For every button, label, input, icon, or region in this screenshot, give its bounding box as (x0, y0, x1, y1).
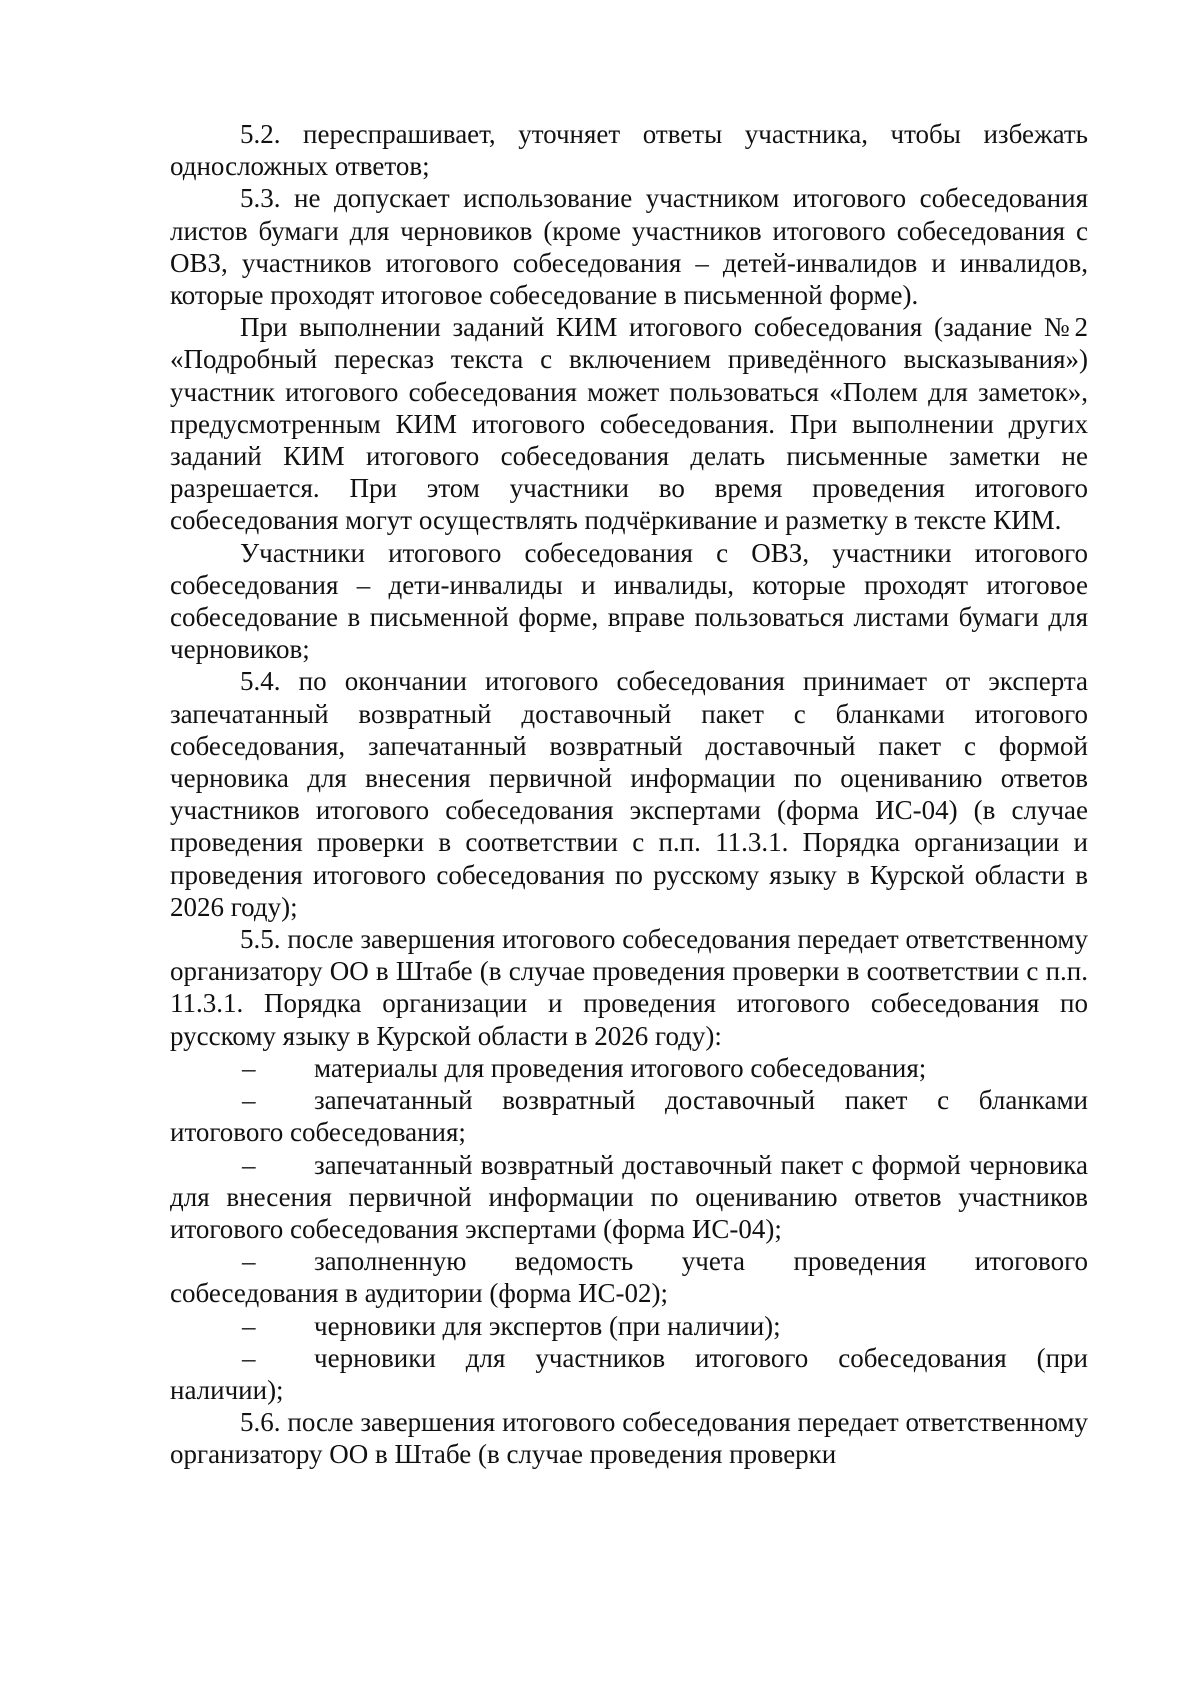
dash-marker: – (242, 1310, 256, 1341)
list-item (170, 1245, 1088, 1309)
dash-marker: – (242, 1246, 256, 1277)
list-item-text: материалы для проведения итогового собеседования; (314, 1052, 927, 1083)
list-item-text: запечатанный возвратный доставочный пакет с формой черновика для внесения первичной информации по оцениванию ответов участников итогового собеседования экспертами (форма ИС-04); (170, 1149, 1088, 1244)
dash-marker: – (242, 1149, 256, 1180)
list-item (170, 1052, 1088, 1084)
paragraph-5-2: 5.2. переспрашивает, уточняет ответы участника, чтобы избежать односложных ответов; (170, 119, 1088, 182)
paragraph-5-3: 5.3. не допускает использование участником итогового собеседования листов бумаги для черновиков (кроме участников итогового собеседования с ОВЗ, участников итогового собеседования – детей-инвалидов и инвалидов, которые проходят итоговое собеседование в письменной форме). (170, 183, 1088, 311)
paragraph-5-6: 5.6. после завершения итогового собеседования передает ответственному организатору ОО в Штабе (в случае проведения проверки (170, 1407, 1088, 1470)
dash-marker: – (242, 1052, 256, 1083)
list-item-text: черновики для экспертов (при наличии); (314, 1310, 781, 1341)
document-body (170, 118, 1088, 1471)
list-item (170, 1310, 1088, 1342)
list-item (170, 1342, 1088, 1406)
paragraph-5-4: 5.4. по окончании итогового собеседования принимает от эксперта запечатанный возвратный доставочный пакет с бланками итогового собеседования, запечатанный возвратный доставочный пакет с формой черновика для внесения первичной информации по оцениванию ответов участников итогового собеседования экспертами (форма ИС-04) (в случае проведения проверки в соответствии с п.п. 11.3.1. Порядка организации и проведения итогового собеседования по русскому языку в Курской области в 2026 году); (170, 666, 1088, 922)
paragraph-ovz-participants: Участники итогового собеседования с ОВЗ, участники итогового собеседования – дети-инвалиды и инвалиды, которые проходят итоговое собеседование в письменной форме, вправе пользоваться листами бумаги для черновиков; (170, 537, 1088, 665)
list-item-text: черновики для участников итогового собеседования (при наличии); (170, 1342, 1088, 1405)
list-item-text: запечатанный возвратный доставочный пакет с бланками итогового собеседования; (170, 1085, 1088, 1148)
list-item-text: заполненную ведомость учета проведения итогового собеседования в аудитории (форма ИС-02); (170, 1246, 1088, 1309)
paragraph-5-5: 5.5. после завершения итогового собеседования передает ответственному организатору ОО в Штабе (в случае проведения проверки в соответствии с п.п. 11.3.1. Порядка организации и проведения итогового собеседования по русскому языку в Курской области в 2026 году): (170, 924, 1088, 1051)
dash-marker: – (242, 1085, 256, 1116)
paragraph-kim-notes: При выполнении заданий КИМ итогового собеседования (задание №2 «Подробный пересказ текста с включением приведённого высказывания») участник итогового собеседования может пользоваться «Полем для заметок», предусмотренным КИМ итогового собеседования. При выполнении других заданий КИМ итогового собеседования делать письменные заметки не разрешается. При этом участники во время проведения итогового собеседования могут осуществлять подчёркивание и разметку в тексте КИМ. (170, 312, 1088, 536)
dash-marker: – (242, 1342, 256, 1373)
list-item (170, 1084, 1088, 1148)
list-item (170, 1149, 1088, 1246)
